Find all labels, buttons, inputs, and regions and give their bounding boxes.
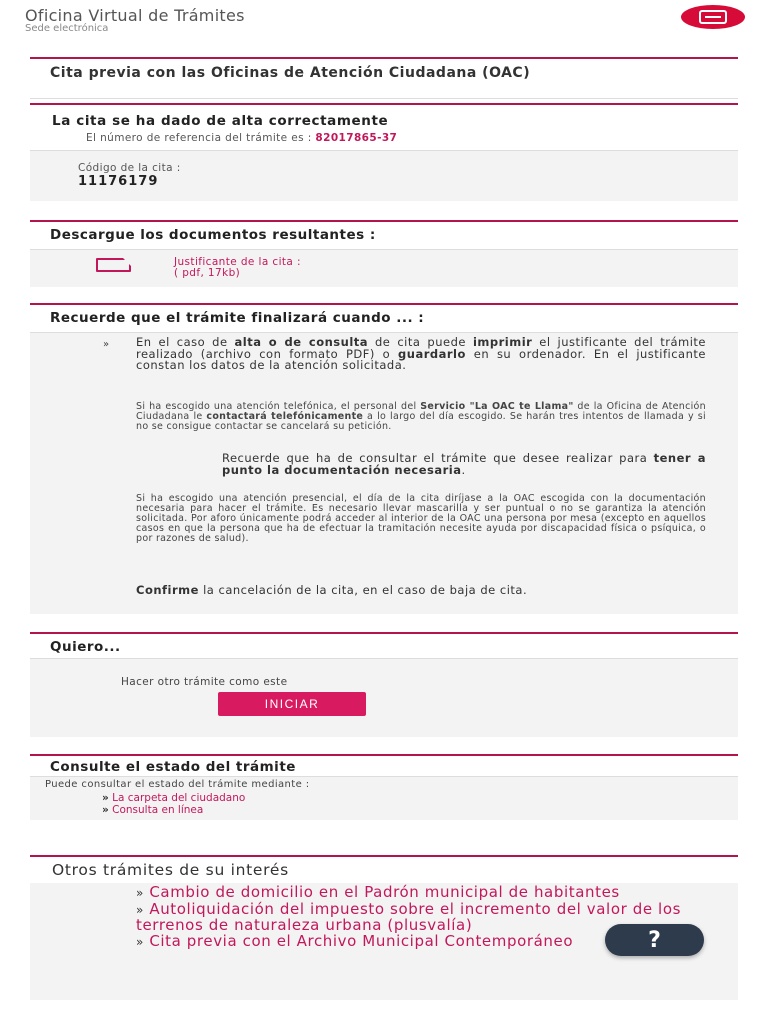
status-card <box>30 754 738 820</box>
reference-line <box>86 132 397 144</box>
appointment-code-label: Código de la cita : <box>78 162 181 174</box>
site-title[interactable]: Oficina Virtual de Trámites <box>25 6 245 25</box>
reference-number: 82017865-37 <box>315 132 398 144</box>
help-icon[interactable]: ? <box>605 924 704 956</box>
want-heading: Quiero... <box>50 639 121 655</box>
status-link-folder[interactable]: » La carpeta del ciudadano <box>102 792 246 804</box>
receipt-label[interactable]: Justificante de la cita : <box>174 256 301 268</box>
reference-label: El número de referencia del trámite es : <box>86 132 316 144</box>
repeat-procedure-label: Hacer otro trámite como este <box>121 676 288 688</box>
status-links <box>102 792 245 816</box>
downloads-heading: Descargue los documentos resultantes : <box>50 227 376 243</box>
service-title-card <box>30 57 738 99</box>
start-button[interactable]: INICIAR <box>218 692 366 716</box>
pdf-document-icon[interactable] <box>96 258 131 272</box>
appointment-code: 11176179 <box>78 174 159 189</box>
other-link-padron[interactable]: » Cambio de domicilio en el Padrón municipal de habitantes <box>136 883 620 901</box>
status-heading: Consulte el estado del trámite <box>50 759 296 775</box>
downloads-card <box>30 220 738 287</box>
site-header <box>0 0 768 44</box>
reminder-paragraph-in-person: Si ha escogido una atención presencial, el día de la cita diríjase a la OAC escogida con la documentación necesaria para hacer el trámite. Es necesario llevar mascarilla y ser puntual o no se garantiza la atención solicitada. Por aforo únicamente podrá acceder al interior de la OAC una persona por mesa (excepto en aquellos casos en que la persona que ha de efectuar la tramitación necesite ayuda por discapacidad física o psíquica, o por razones de salud). <box>136 493 706 544</box>
status-link-online[interactable]: » Consulta en línea <box>102 804 204 816</box>
reminder-paragraph-phone: Si ha escogido una atención telefónica, el personal del Servicio "La OAC te Llama" de la Oficina de Atención Ciudadana le contactará telefónicamente a lo largo del día escogido. Se harán tres intentos de llamada y si no se consigue contactar se cancelará su petición. <box>136 401 706 432</box>
confirmation-heading: La cita se ha dado de alta correctamente <box>52 113 389 129</box>
reminder-heading: Recuerde que el trámite finalizará cuando ... : <box>50 310 425 326</box>
site-subtitle: Sede electrónica <box>25 23 109 34</box>
logo-icon[interactable] <box>681 5 745 29</box>
want-card <box>30 632 738 737</box>
status-label: Puede consultar el estado del trámite mediante : <box>45 779 310 790</box>
reminder-paragraph-cancel: Confirme la cancelación de la cita, en el caso de baja de cita. <box>136 583 528 597</box>
other-link-archivo[interactable]: » Cita previa con el Archivo Municipal Contemporáneo <box>136 931 574 950</box>
download-receipt-link[interactable] <box>174 257 301 279</box>
other-link-plusvalia[interactable]: » Autoliquidación del impuesto sobre el incremento del valor de los terrenos de naturaleza urbana (plusvalía) <box>136 899 682 934</box>
reminder-paragraph-documentation: Recuerde que ha de consultar el trámite que desee realizar para tener a punto la documentación necesaria. <box>222 451 706 477</box>
reminder-card <box>30 303 738 614</box>
receipt-meta[interactable]: ( pdf, 17kb) <box>174 267 241 279</box>
bullet-icon: » <box>103 339 110 350</box>
other-procedures-heading: Otros trámites de su interés <box>52 861 289 879</box>
reminder-paragraph-print: En el caso de alta o de consulta de cita puede imprimir el justificante del trámite realizado (archivo con formato PDF) o guardarlo en su ordenador. En el justificante constan los datos de la atención solicitada. <box>136 335 706 372</box>
service-title: Cita previa con las Oficinas de Atención Ciudadana (OAC) <box>50 65 531 81</box>
confirmation-card <box>30 103 738 201</box>
